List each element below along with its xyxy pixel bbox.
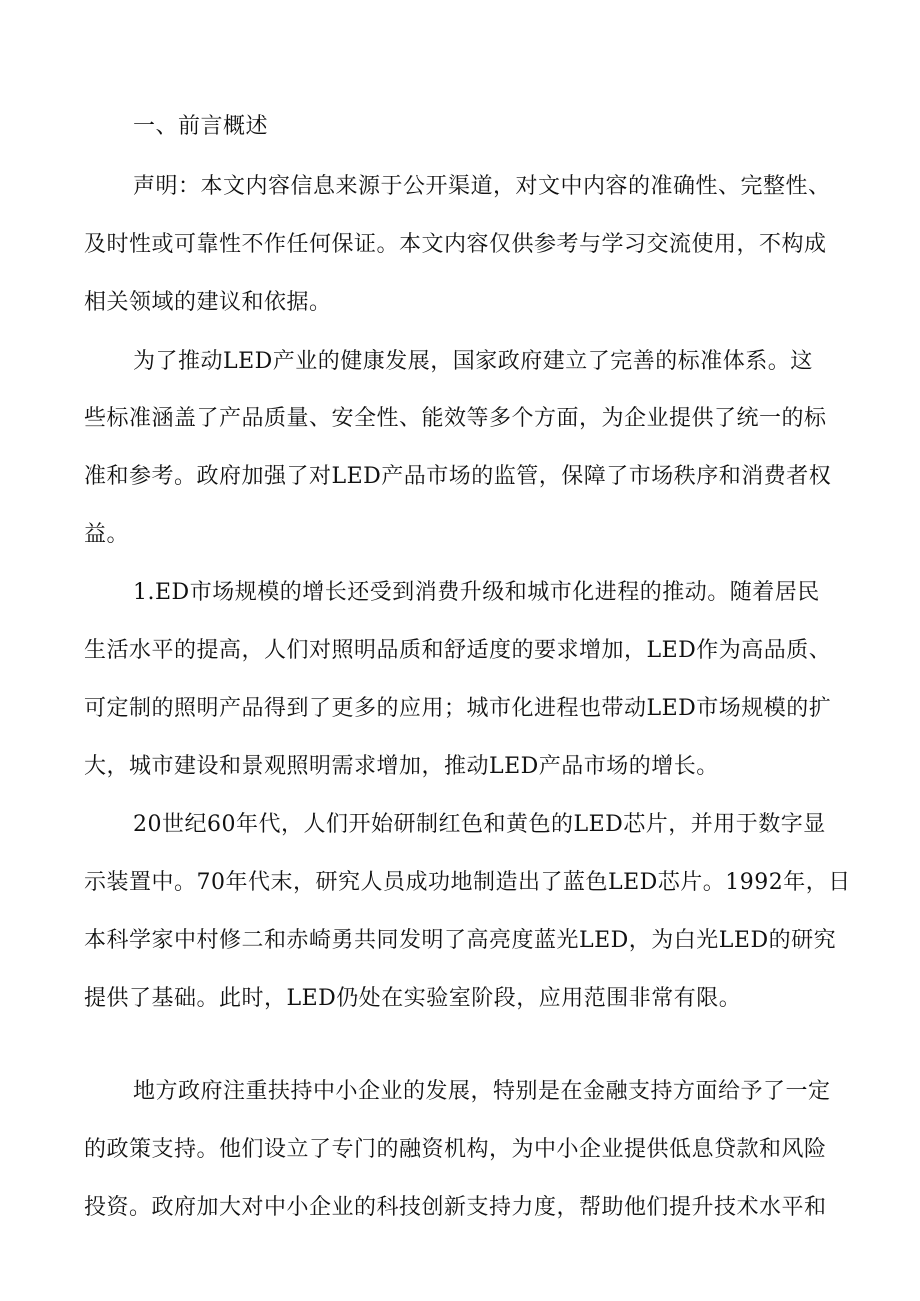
paragraph-line: 相关领域的建议和依据。 xyxy=(84,290,332,315)
paragraph-line: 准和参考。政府加强了对LED产品市场的监管，保障了市场秩序和消费者权 xyxy=(84,464,832,489)
paragraph-line: 1.ED市场规模的增长还受到消费升级和城市化进程的推动。随着居民 xyxy=(133,580,820,605)
paragraph-line: 大，城市建设和景观照明需求增加，推动LED产品市场的增长。 xyxy=(84,754,719,779)
paragraph-line: 生活水平的提高，人们对照明品质和舒适度的要求增加，LED作为高品质、 xyxy=(84,638,832,663)
paragraph-line: 声明：本文内容信息来源于公开渠道，对文中内容的准确性、完整性、 xyxy=(133,174,831,199)
paragraph-line: 可定制的照明产品得到了更多的应用；城市化进程也带动LED市场规模的扩 xyxy=(84,696,832,721)
paragraph-line: 20世纪60年代，人们开始研制红色和黄色的LED芯片，并用于数字显 xyxy=(133,812,826,837)
paragraph-line: 提供了基础。此时，LED仍处在实验室阶段，应用范围非常有限。 xyxy=(84,986,742,1011)
paragraph-line: 益。 xyxy=(84,522,130,547)
paragraph-line: 及时性或可靠性不作任何保证。本文内容仅供参考与学习交流使用，不构成 xyxy=(84,232,827,257)
paragraph-line: 本科学家中村修二和赤崎勇共同发明了高亮度蓝光LED，为白光LED的研究 xyxy=(84,928,837,953)
paragraph-line: 示装置中。70年代末，研究人员成功地制造出了蓝色LED芯片。1992年，日 xyxy=(84,870,851,895)
paragraph-line: 地方政府注重扶持中小企业的发展，特别是在金融支持方面给予了一定 xyxy=(133,1079,831,1104)
paragraph-line: 些标准涵盖了产品质量、安全性、能效等多个方面，为企业提供了统一的标 xyxy=(84,406,827,431)
paragraph-line: 投资。政府加大对中小企业的科技创新支持力度，帮助他们提升技术水平和 xyxy=(84,1195,827,1220)
paragraph-line: 为了推动LED产业的健康发展，国家政府建立了完善的标准体系。这 xyxy=(133,349,813,374)
paragraph-line: 的政策支持。他们设立了专门的融资机构，为中小企业提供低息贷款和风险 xyxy=(84,1137,827,1162)
section-heading: 一、前言概述 xyxy=(133,114,269,139)
